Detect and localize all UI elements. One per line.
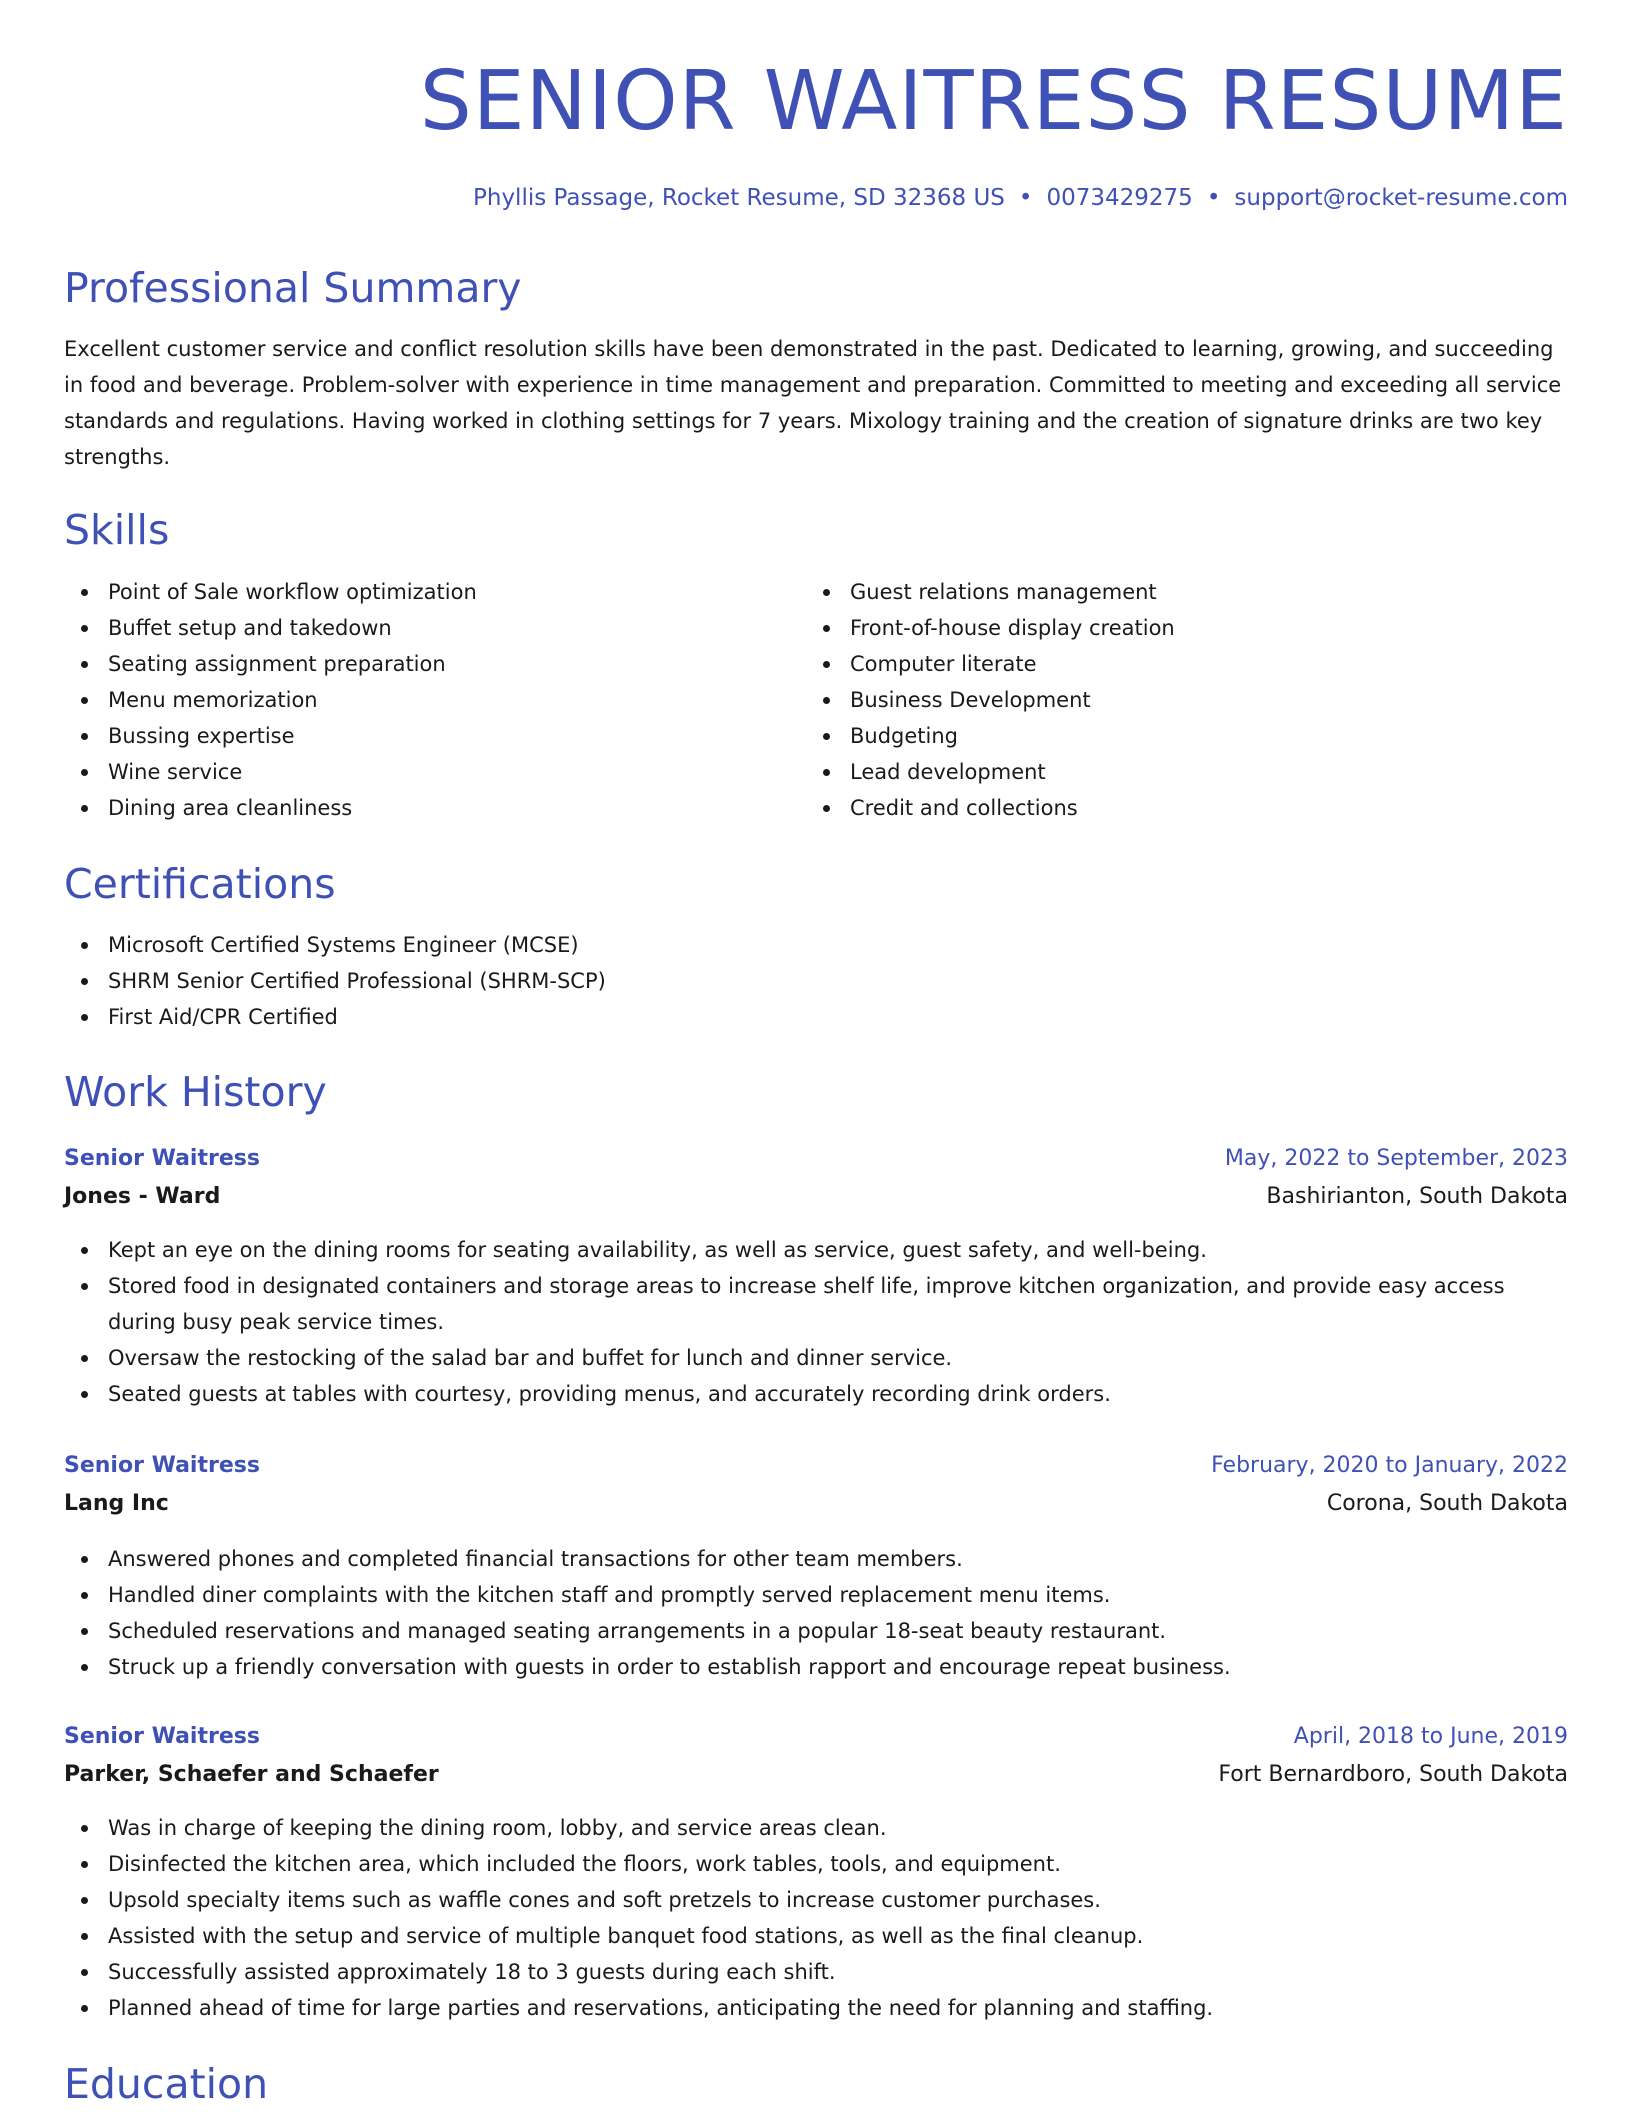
- skills-heading: Skills: [64, 506, 170, 554]
- job-company: Lang Inc: [64, 1491, 169, 1516]
- skill-item: Wine service: [64, 754, 800, 790]
- job-bullets: [64, 1232, 1568, 1412]
- skill-item: Seating assignment preparation: [64, 646, 800, 682]
- skills-list-right: [806, 574, 1568, 826]
- job-title: Senior Waitress: [64, 1146, 260, 1171]
- job-bullets: [64, 1541, 1568, 1685]
- contact-phone: 0073429275: [1046, 185, 1193, 211]
- certifications-heading: Certifications: [64, 860, 336, 908]
- job-company: Parker, Schaefer and Schaefer: [64, 1762, 439, 1787]
- job-company: Jones - Ward: [64, 1184, 221, 1209]
- job-bullet: Assisted with the setup and service of multiple banquet food stations, as well as the final cleanup.: [64, 1918, 1568, 1954]
- skill-item: Budgeting: [806, 718, 1568, 754]
- job-header: [64, 1718, 1568, 1796]
- certification-item: Microsoft Certified Systems Engineer (MCSE): [64, 927, 1568, 963]
- job-dates: May, 2022 to September, 2023: [1224, 1146, 1568, 1171]
- certifications-list: [64, 927, 1568, 1035]
- job-dates: February, 2020 to January, 2022: [1211, 1453, 1568, 1478]
- job-bullet: Answered phones and completed financial transactions for other team members.: [64, 1541, 1568, 1577]
- job-bullets: [64, 1810, 1568, 2026]
- work-history-heading: Work History: [64, 1068, 327, 1116]
- job-bullet: Disinfected the kitchen area, which included the floors, work tables, tools, and equipment.: [64, 1846, 1568, 1882]
- job-header: [64, 1140, 1568, 1218]
- job-location: Corona, South Dakota: [1326, 1491, 1568, 1516]
- job-location: Fort Bernardboro, South Dakota: [1218, 1762, 1568, 1787]
- skill-item: Credit and collections: [806, 790, 1568, 826]
- certification-item: SHRM Senior Certified Professional (SHRM-SCP): [64, 963, 1568, 999]
- education-heading: Education: [64, 2060, 269, 2108]
- skill-item: Buffet setup and takedown: [64, 610, 800, 646]
- job-bullet: Successfully assisted approximately 18 to 3 guests during each shift.: [64, 1954, 1568, 1990]
- skill-item: Front-of-house display creation: [806, 610, 1568, 646]
- resume-page: [64, 0, 1568, 2112]
- job-bullet: Upsold specialty items such as waffle cones and soft pretzels to increase customer purchases.: [64, 1882, 1568, 1918]
- job-dates: April, 2018 to June, 2019: [1293, 1724, 1568, 1749]
- job-bullet: Planned ahead of time for large parties and reservations, anticipating the need for planning and staffing.: [64, 1990, 1568, 2026]
- job-title: Senior Waitress: [64, 1453, 260, 1478]
- summary-text: Excellent customer service and conflict resolution skills have been demonstrated in the past. Dedicated to learning, growing, and succeeding in food and beverage. Problem-solver with experience in time management and preparation. Committed to meeting and exceeding all service standards and regulations. Having worked in clothing settings for 7 years. Mixology training and the creation of signature drinks are two key strengths.: [64, 337, 1562, 469]
- skill-item: Guest relations management: [806, 574, 1568, 610]
- job-bullet: Oversaw the restocking of the salad bar and buffet for lunch and dinner service.: [64, 1340, 1568, 1376]
- job-header: [64, 1447, 1568, 1525]
- contact-separator: •: [1018, 185, 1033, 211]
- job-bullet: Seated guests at tables with courtesy, providing menus, and accurately recording drink orders.: [64, 1376, 1568, 1412]
- contact-line: [473, 180, 1568, 216]
- skill-item: Point of Sale workflow optimization: [64, 574, 800, 610]
- job-bullet: Kept an eye on the dining rooms for seating availability, as well as service, guest safety, and well-being.: [64, 1232, 1568, 1268]
- contact-email[interactable]: support@rocket-resume.com: [1234, 185, 1568, 211]
- skill-item: Dining area cleanliness: [64, 790, 800, 826]
- skill-item: Menu memorization: [64, 682, 800, 718]
- job-location: Bashirianton, South Dakota: [1266, 1184, 1568, 1209]
- job-title: Senior Waitress: [64, 1724, 260, 1749]
- job-bullet: Scheduled reservations and managed seating arrangements in a popular 18-seat beauty restaurant.: [64, 1613, 1568, 1649]
- skill-item: Computer literate: [806, 646, 1568, 682]
- job-bullet: Stored food in designated containers and storage areas to increase shelf life, improve kitchen organization, and provide easy access during busy peak service times.: [64, 1268, 1568, 1340]
- contact-separator: •: [1206, 185, 1221, 211]
- certification-item: First Aid/CPR Certified: [64, 999, 1568, 1035]
- summary-heading: Professional Summary: [64, 264, 522, 312]
- job-bullet: Was in charge of keeping the dining room, lobby, and service areas clean.: [64, 1810, 1568, 1846]
- job-bullet: Handled diner complaints with the kitchen staff and promptly served replacement menu items.: [64, 1577, 1568, 1613]
- skill-item: Business Development: [806, 682, 1568, 718]
- job-bullet: Struck up a friendly conversation with guests in order to establish rapport and encourage repeat business.: [64, 1649, 1568, 1685]
- skill-item: Lead development: [806, 754, 1568, 790]
- contact-address: Phyllis Passage, Rocket Resume, SD 32368 US: [473, 185, 1005, 211]
- skills-list-left: [64, 574, 800, 826]
- resume-title: SENIOR WAITRESS RESUME: [419, 54, 1568, 149]
- skill-item: Bussing expertise: [64, 718, 800, 754]
